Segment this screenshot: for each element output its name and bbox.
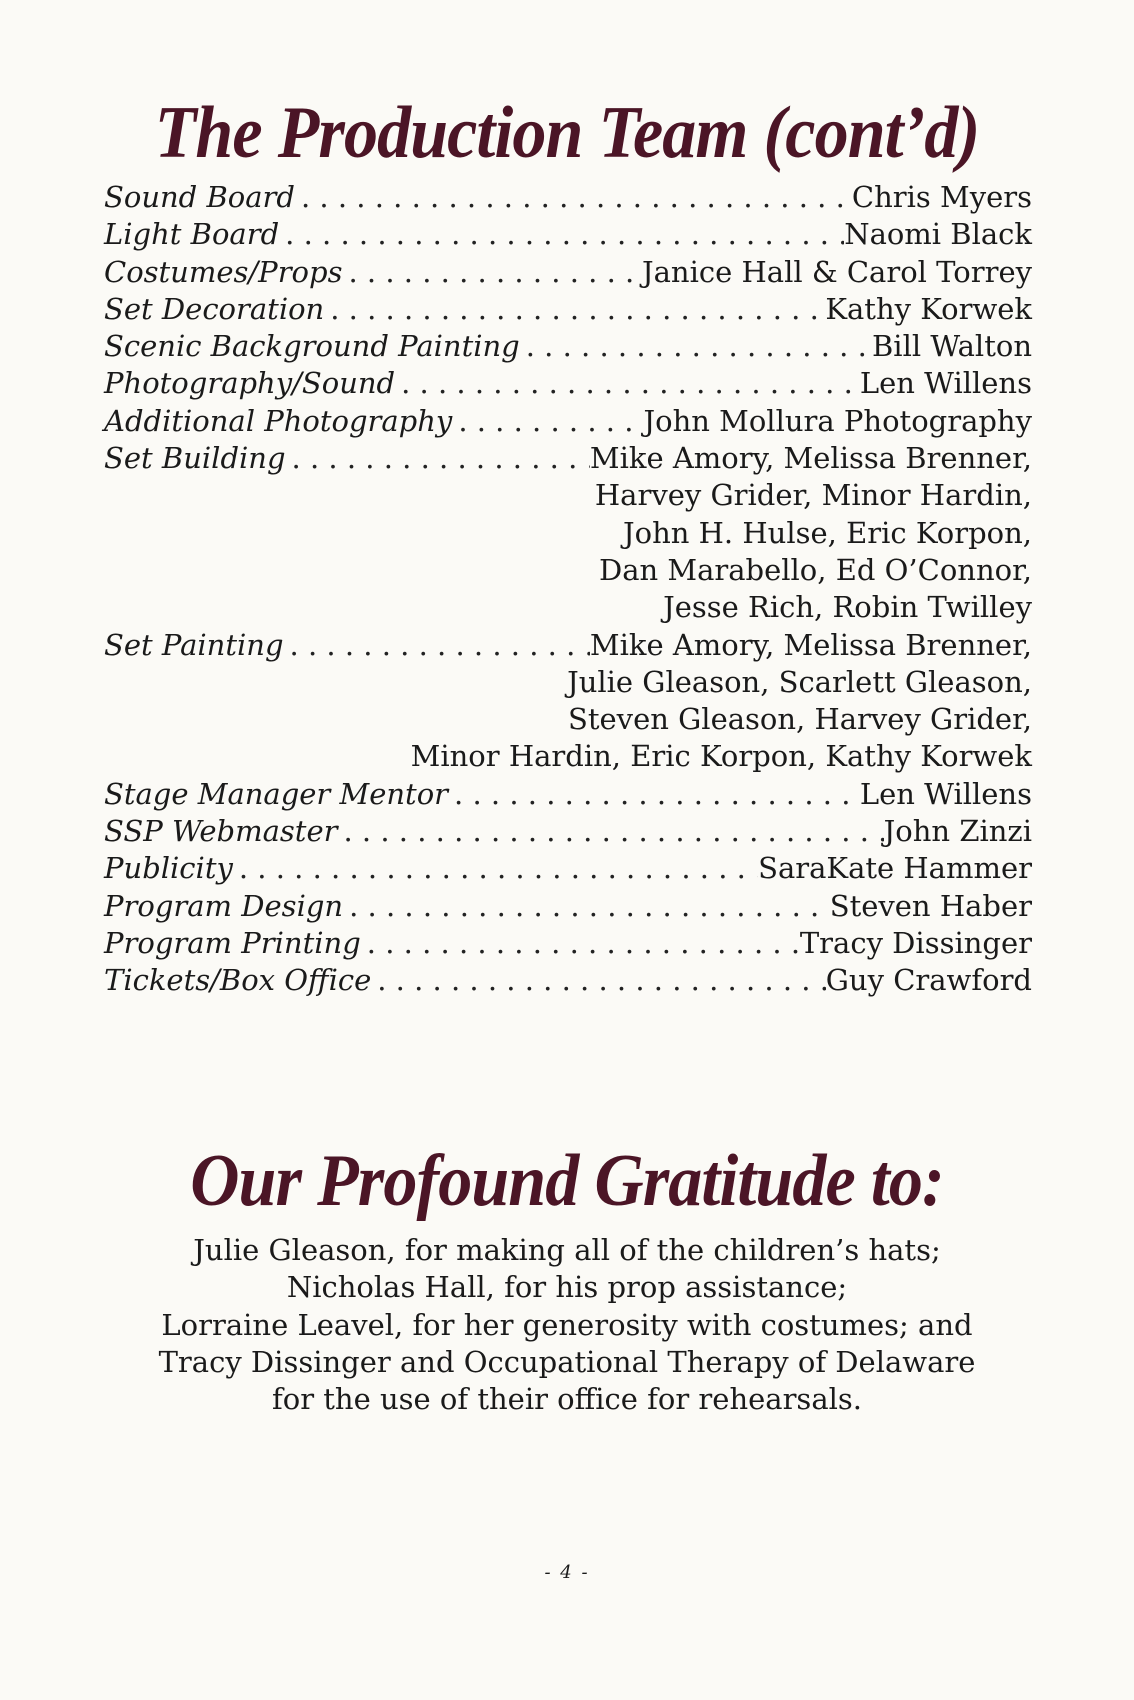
credit-row: [104, 962, 1032, 999]
credit-role: Set Painting: [104, 627, 284, 662]
credit-row: [104, 925, 1032, 962]
credit-row: [104, 440, 1032, 477]
production-team-heading: The Production Team (cont’d): [154, 92, 980, 174]
credit-row: [104, 888, 1032, 925]
gratitude-line: Julie Gleason, for making all of the children’s hats;: [193, 1233, 941, 1267]
credit-role: Scenic Background Painting: [104, 329, 520, 364]
credit-role: Program Printing: [104, 925, 361, 960]
page-number: - 4 -: [544, 1562, 590, 1583]
dot-leader: [361, 925, 800, 962]
dot-leader: [371, 962, 826, 999]
credit-names-continued: John H. Hulse, Eric Korpon,: [622, 515, 1032, 550]
credit-names-continued: Jesse Rich, Robin Twilley: [663, 590, 1032, 625]
gratitude-line: Tracy Dissinger and Occupational Therapy of Delaware: [158, 1344, 976, 1379]
credit-names: Naomi Black: [844, 217, 1032, 252]
credit-role: Photography/Sound: [104, 366, 396, 401]
dot-leader: [395, 365, 860, 402]
credit-row: [104, 216, 1032, 253]
credit-role: Additional Photography: [104, 403, 453, 438]
credit-names: John Mollura Photography: [643, 403, 1032, 438]
credit-names: Mike Amory, Melissa Brenner,: [589, 627, 1032, 662]
credit-names: Chris Myers: [851, 180, 1032, 214]
credit-role: Sound Board: [104, 180, 295, 214]
credit-row: [104, 813, 1032, 850]
gratitude-line: Nicholas Hall, for his prop assistance;: [286, 1270, 848, 1305]
credit-names: Tracy Dissinger: [799, 925, 1032, 960]
credit-role: Set Building: [104, 441, 286, 476]
credit-names: Len Willens: [859, 776, 1032, 811]
credit-role: SSP Webmaster: [104, 814, 338, 849]
credit-names-continued: Harvey Grider, Minor Hardin,: [594, 478, 1032, 513]
dot-leader: [520, 328, 872, 365]
dot-leader: [337, 813, 883, 850]
dot-leader: [279, 216, 844, 253]
dot-leader: [452, 403, 643, 440]
credit-role: Publicity: [104, 851, 233, 886]
credit-names: John Zinzi: [883, 814, 1032, 849]
gratitude-line: for the use of their office for rehearsals.: [272, 1382, 862, 1417]
credit-role: Program Design: [104, 888, 344, 923]
credit-names: Steven Haber: [829, 888, 1032, 923]
credit-row: [104, 365, 1032, 402]
credit-row: [104, 403, 1032, 440]
credit-row: [104, 291, 1032, 328]
dot-leader: [342, 254, 642, 291]
credit-names: Bill Walton: [872, 329, 1032, 364]
credit-names: Kathy Korwek: [825, 291, 1032, 326]
gratitude-heading: Our Profound Gratitude to:: [190, 1140, 944, 1222]
credit-names-continued: Steven Gleason, Harvey Grider,: [568, 702, 1032, 737]
credit-names: SaraKate Hammer: [758, 851, 1032, 886]
dot-leader: [233, 850, 758, 887]
credit-role: Set Decoration: [104, 291, 325, 326]
dot-leader: [286, 440, 590, 477]
credit-names: Guy Crawford: [825, 963, 1032, 998]
credit-row: [104, 776, 1032, 813]
credit-row: [104, 328, 1032, 365]
credit-row: [104, 850, 1032, 887]
dot-leader: [343, 888, 830, 925]
credit-role: Costumes/Props: [104, 254, 343, 289]
dot-leader: [448, 776, 860, 813]
credit-names: Janice Hall & Carol Torrey: [642, 254, 1032, 289]
gratitude-line: Lorraine Leavel, for her generosity with costumes; and: [161, 1307, 973, 1342]
credit-row: [104, 179, 1032, 216]
credit-role: Stage Manager Mentor: [104, 776, 449, 811]
dot-leader: [324, 291, 825, 328]
credit-names: Len Willens: [859, 366, 1032, 401]
credits-list: [104, 179, 1032, 1000]
credit-names-continued: Julie Gleason, Scarlett Gleason,: [567, 664, 1032, 699]
gratitude-text: [0, 1232, 1134, 1418]
credit-row: [104, 627, 1032, 664]
credit-names-continued: Dan Marabello, Ed O’Connor,: [598, 552, 1032, 587]
credit-names-continued: Minor Hardin, Eric Korpon, Kathy Korwek: [410, 739, 1032, 774]
credit-role: Tickets/Box Office: [104, 963, 372, 998]
dot-leader: [284, 627, 590, 664]
credit-role: Light Board: [104, 217, 280, 252]
dot-leader: [295, 179, 852, 216]
credit-names: Mike Amory, Melissa Brenner,: [589, 441, 1032, 476]
credit-row: [104, 254, 1032, 291]
